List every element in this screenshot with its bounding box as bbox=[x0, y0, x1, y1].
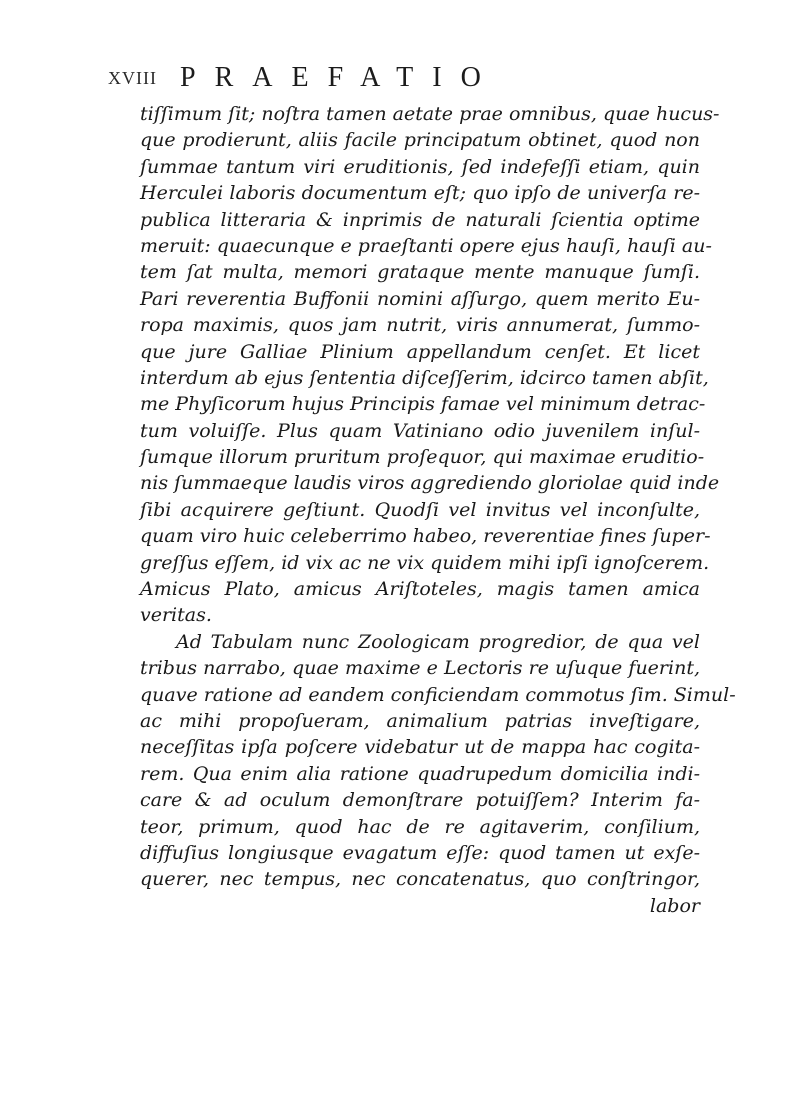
text-line: tiſſimum ſit; noſtra tamen aetate prae omnibus, quae hucus- bbox=[140, 103, 720, 125]
text-line: Amicus Plato, amicus Ariſtoteles, magis tamen amica bbox=[140, 578, 700, 601]
text-line: veritas. bbox=[140, 604, 212, 627]
text-line: quave ratione ad eandem conficiendam commotus ſim. Simul- bbox=[140, 683, 736, 706]
text-line: Pari reverentia Buffonii nomini aſſurgo, quem merito Eu- bbox=[140, 287, 700, 310]
text-line: tribus narrabo, quae maxime e Lectoris re uſuque fuerint, bbox=[140, 657, 700, 680]
text-line: tem ſat multa, memori grataque mente manuque ſumſi. bbox=[140, 261, 700, 284]
text-line: teor, primum, quod hac de re agitaverim, conſilium, bbox=[140, 815, 700, 838]
text-line: interdum ab ejus ſententia diſceſſerim, idcirco tamen abſit, bbox=[140, 366, 709, 389]
running-head: PRAEFATIO bbox=[180, 62, 500, 93]
text-line: meruit: quaecunque e praeſtanti opere ejus hauſi, hauſi au- bbox=[140, 234, 712, 257]
text-line: ſummae tantum viri eruditionis, ſed indefeſſi etiam, quin bbox=[140, 155, 700, 178]
text-line: querer, nec tempus, nec concatenatus, quo conſtringor, bbox=[140, 868, 700, 891]
page-header bbox=[108, 62, 708, 92]
text-line: tum voluiſſe. Plus quam Vatiniano odio juvenilem inſul- bbox=[140, 419, 700, 442]
text-line: Herculei laboris documentum eſt; quo ipſo de univerſa re- bbox=[140, 182, 700, 205]
text-line: ſibi acquirere geſtiunt. Quodſi vel invitus vel inconſulte, bbox=[140, 498, 700, 521]
catchword: labor bbox=[649, 894, 700, 917]
text-line: ropa maximis, quos jam nutrit, viris annumerat, ſummo- bbox=[140, 314, 700, 337]
body-text bbox=[140, 101, 736, 919]
text-line: rem. Qua enim alia ratione quadrupedum domicilia indi- bbox=[140, 762, 700, 785]
text-line: que prodierunt, aliis facile principatum obtinet, quod non bbox=[140, 129, 700, 152]
text-line: Ad Tabulam nunc Zoologicam progredior, de qua vel bbox=[176, 630, 700, 653]
page-number: XVIII bbox=[108, 68, 157, 88]
text-line: ſumque illorum pruritum proſequor, qui maximae eruditio- bbox=[140, 446, 705, 469]
text-line: nis ſummaeque laudis viros aggrediendo gloriolae quid inde bbox=[140, 472, 720, 495]
text-line: me Phyſicorum hujus Principis famae vel minimum detrac- bbox=[140, 393, 706, 416]
text-line: diffuſius longiusque evagatum eſſe: quod tamen ut exſe- bbox=[140, 841, 700, 864]
text-line: neceſſitas ipſa poſcere videbatur ut de mappa hac cogita- bbox=[140, 736, 700, 759]
text-line: care & ad oculum demonſtrare potuiſſem? Interim fa- bbox=[140, 789, 700, 812]
text-line: greſſus eſſem, id vix ac ne vix quidem mihi ipſi ignoſcerem. bbox=[140, 551, 710, 574]
text-line: quam viro huic celeberrimo habeo, reverentiae fines ſuper- bbox=[140, 525, 711, 548]
text-line: que jure Galliae Plinium appellandum cenſet. Et licet bbox=[140, 340, 700, 363]
text-line: publica litteraria & inprimis de naturali ſcientia optime bbox=[140, 208, 700, 231]
text-line: ac mihi propoſueram, animalium patrias inveſtigare, bbox=[140, 709, 700, 732]
